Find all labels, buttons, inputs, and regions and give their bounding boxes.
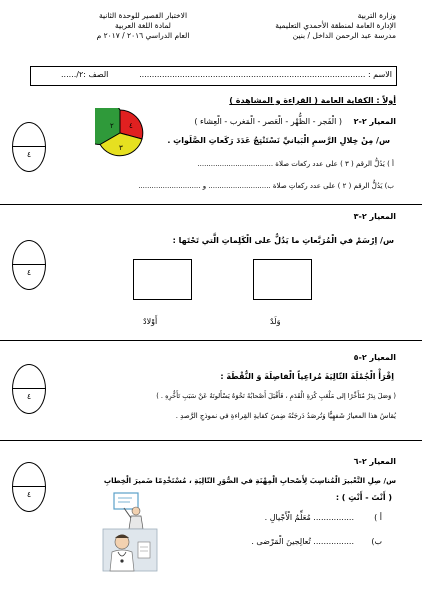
section-4-line-b: ................ تُعالِجينَ الْمَرْضى .: [251, 537, 354, 546]
student-name-field[interactable]: الاسم : .........................................................................................: [139, 70, 392, 79]
grade-oval-3: [12, 364, 46, 414]
student-info-box: [30, 66, 397, 86]
section-divider-1: [0, 204, 422, 205]
section-1-title: أولاً : الكفاية العامة ( القراءة و المشاهدة ): [229, 96, 396, 105]
pie-label-green: ٢: [110, 122, 114, 130]
grade-value-3: ٤: [26, 392, 32, 401]
section-1-criterion: المعيار ٢-٢: [353, 117, 396, 126]
section-3-note: يُقاسُ هذا المعيارُ شَفهِيًّا وَتُرصَدُ دَرجَتُهُ ضِمنَ كفايةِ القِراءةِ في نموذجِ الرَّصدِ .: [175, 412, 396, 420]
pie-label-red: ٤: [129, 122, 133, 130]
subject-name: لمادة اللغة العربية: [115, 21, 171, 30]
grade-oval-1: [12, 122, 46, 172]
word-boys: أَوْلادٌ: [143, 317, 158, 326]
ministry-name: وزارة التربية: [357, 11, 396, 20]
section-4-line-a-prefix: أ ): [374, 513, 382, 522]
prayer-pie-chart: [95, 108, 145, 158]
directorate-name: الإدارة العامة لمنطقة الأحمدي التعليمية: [275, 21, 396, 30]
section-4-question: س/ صِلِ التَّعْبيرَ الْمُناسِبَ لِأَصْحابِ الْمِهْنَةِ في الصُّوَرِ التّالِيَةِ ، مُسْتَخْدِمًا ضَميرَ الْخِطابِ: [103, 476, 396, 485]
student-class-field[interactable]: الصف :٢/......: [61, 70, 109, 79]
header-right: [275, 11, 396, 41]
section-3-sentence: ( وَصَلَ نِدَرٌ مُتَأَخِّرًا إلى مَلْعَبِ كُرَةِ الْقَدَمِ ، فَأَقْبَلَ أَصْحابُهُ نَحْوَهُ يَسْأَلونَهُ عَنْ سَبَبِ تَأَخُّرِهِ . ): [156, 392, 396, 400]
section-4-line-a: ................ مُعَلِّمُ الْأَجْيالِ .: [264, 513, 354, 522]
doctor-image: [102, 528, 158, 572]
section-2-criterion: المعيار ٢-٣: [353, 212, 396, 221]
section-4-line-b-prefix: ب): [371, 537, 382, 546]
grade-oval-2: [12, 240, 46, 290]
grade-value-2: ٤: [26, 268, 32, 277]
section-1-question: س/ مِنْ خِلالِ الرَّسمِ الْبَيانيِّ نَسْتَنْتِجُ عَدَدَ رَكَعاتِ الصَّلَواتِ .: [167, 136, 390, 145]
section-3-criterion: المعيار ٢-٥: [353, 353, 396, 362]
grade-value-1: ٤: [26, 150, 32, 159]
exam-title: الاختبار القصير للوحدة الثانية: [98, 11, 188, 20]
section-2-question: س/ اِرْسَمْ في الْمُرَبَّعاتِ ما يَدُلُّ على الْكَلِماتِ الَّتي تَحْتَها :: [172, 236, 394, 245]
academic-year: العام الدراسي ٢٠١٦ / ٢٠١٧ م: [96, 31, 190, 40]
section-3-question: اِقْرَأْ الْجُمْلَةَ التّالِيَةَ مُراعِياً الْفاصِلَةَ وَ النُّقْطَةَ :: [220, 372, 394, 381]
pie-label-yellow: ٣: [119, 144, 123, 152]
section-divider-2: [0, 340, 422, 341]
grade-value-4: ٤: [26, 490, 32, 499]
section-4-criterion: المعيار ٢-٦: [353, 457, 396, 466]
section-1-line-a: أ ) يَدُلُّ الرقم ( ٣ ) على عدد ركعات صلاة ..................................: [197, 160, 394, 168]
word-boy: وَلَدٌ: [270, 317, 281, 326]
drawing-box-boy[interactable]: [253, 259, 312, 300]
header-left: [68, 11, 218, 41]
grade-oval-4: [12, 462, 46, 512]
section-4-pronouns: ( أَنْتَ - أَنْتِ ) :: [335, 493, 392, 502]
section-1-line-b: ب) يَدُلُّ الرقم ( ٢ ) على عدد ركعاتِ صلاة ............................ و ............................: [138, 182, 394, 190]
prayer-names: ( الْفَجر - الظُّهْر - الْعَصر - الْمَغرب - الْعِشاء ): [194, 117, 342, 126]
drawing-box-boys[interactable]: [133, 259, 192, 300]
section-divider-3: [0, 440, 422, 441]
school-name: مدرسة عبد الرحمن الداخل / بنين: [292, 31, 396, 40]
